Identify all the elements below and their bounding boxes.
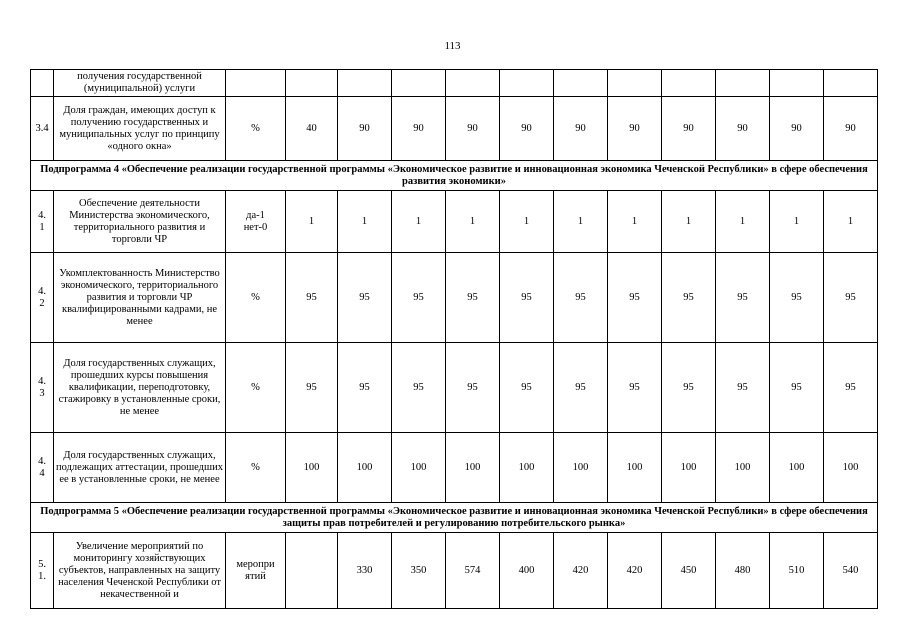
- value-cell: 330: [338, 533, 392, 609]
- value-cell: [608, 70, 662, 97]
- page-number: 113: [444, 40, 461, 52]
- value-cell: 95: [500, 253, 554, 343]
- value-cell: 95: [554, 253, 608, 343]
- indicator-name-cell: Увеличение мероприятий по мониторингу хозяйствующих субъектов, направленных на защиту населения Чеченской Республики от некачественной и: [54, 533, 226, 609]
- value-cell: [338, 70, 392, 97]
- value-cell: 90: [392, 97, 446, 161]
- unit-cell: %: [226, 253, 286, 343]
- value-cell: [286, 70, 338, 97]
- value-cell: 95: [770, 343, 824, 433]
- value-cell: 1: [338, 191, 392, 253]
- unit-cell: [226, 70, 286, 97]
- value-cell: 95: [446, 253, 500, 343]
- value-cell: 100: [824, 433, 878, 503]
- unit-cell: да-1 нет-0: [226, 191, 286, 253]
- indicator-name-cell: Доля государственных служащих, подлежащих аттестации, прошедших ее в установленные сроки, не менее: [54, 433, 226, 503]
- value-cell: 540: [824, 533, 878, 609]
- value-cell: 95: [608, 343, 662, 433]
- unit-cell: %: [226, 343, 286, 433]
- value-cell: 95: [608, 253, 662, 343]
- table-row: [31, 191, 878, 253]
- value-cell: 95: [338, 343, 392, 433]
- value-cell: 100: [338, 433, 392, 503]
- value-cell: 95: [824, 343, 878, 433]
- row-index-cell: 4. 4: [31, 433, 54, 503]
- value-cell: 100: [716, 433, 770, 503]
- value-cell: 100: [392, 433, 446, 503]
- unit-cell: меропри ятий: [226, 533, 286, 609]
- value-cell: 90: [608, 97, 662, 161]
- row-index-cell: [31, 70, 54, 97]
- value-cell: 1: [824, 191, 878, 253]
- value-cell: 90: [338, 97, 392, 161]
- subprogram-header-row: [31, 503, 878, 533]
- table-row: [31, 533, 878, 609]
- value-cell: 90: [770, 97, 824, 161]
- value-cell: 95: [338, 253, 392, 343]
- indicator-name-cell: получения государственной (муниципальной) услуги: [54, 70, 226, 97]
- value-cell: 1: [554, 191, 608, 253]
- row-index-cell: 5. 1.: [31, 533, 54, 609]
- value-cell: 574: [446, 533, 500, 609]
- value-cell: 95: [286, 343, 338, 433]
- unit-cell: %: [226, 433, 286, 503]
- value-cell: 100: [286, 433, 338, 503]
- value-cell: [392, 70, 446, 97]
- value-cell: 90: [446, 97, 500, 161]
- value-cell: 400: [500, 533, 554, 609]
- value-cell: 450: [662, 533, 716, 609]
- value-cell: 100: [608, 433, 662, 503]
- value-cell: 90: [824, 97, 878, 161]
- value-cell: [824, 70, 878, 97]
- value-cell: 95: [286, 253, 338, 343]
- value-cell: 90: [716, 97, 770, 161]
- value-cell: 95: [662, 253, 716, 343]
- value-cell: 1: [286, 191, 338, 253]
- value-cell: 90: [554, 97, 608, 161]
- value-cell: 1: [446, 191, 500, 253]
- table-row: [31, 97, 878, 161]
- subprogram-header-row: [31, 161, 878, 191]
- value-cell: 1: [716, 191, 770, 253]
- value-cell: 95: [500, 343, 554, 433]
- value-cell: [662, 70, 716, 97]
- value-cell: 100: [500, 433, 554, 503]
- indicator-name-cell: Укомплектованность Министерство экономического, территориального развития и торговли ЧР квалифицированными кадрами, не менее: [54, 253, 226, 343]
- value-cell: 90: [500, 97, 554, 161]
- value-cell: 1: [770, 191, 824, 253]
- value-cell: 1: [662, 191, 716, 253]
- value-cell: 95: [716, 253, 770, 343]
- value-cell: 100: [554, 433, 608, 503]
- value-cell: [554, 70, 608, 97]
- row-index-cell: 4. 2: [31, 253, 54, 343]
- value-cell: 420: [554, 533, 608, 609]
- table-row: [31, 433, 878, 503]
- value-cell: 95: [392, 343, 446, 433]
- value-cell: [716, 70, 770, 97]
- value-cell: [500, 70, 554, 97]
- indicator-name-cell: Доля государственных служащих, прошедших курсы повышения квалификации, переподготовку, стажировку в установленные сроки, не менее: [54, 343, 226, 433]
- value-cell: 95: [446, 343, 500, 433]
- table-row: [31, 70, 878, 97]
- row-index-cell: 3.4: [31, 97, 54, 161]
- value-cell: 350: [392, 533, 446, 609]
- value-cell: 1: [392, 191, 446, 253]
- indicator-name-cell: Доля граждан, имеющих доступ к получению государственных и муниципальных услуг по принципу «одного окна»: [54, 97, 226, 161]
- value-cell: 95: [392, 253, 446, 343]
- unit-cell: %: [226, 97, 286, 161]
- value-cell: 1: [608, 191, 662, 253]
- subprogram-title: Подпрограмма 5 «Обеспечение реализации государственной программы «Экономическое развитие и инновационная экономика Чеченской Республики» в сфере обеспечения защиты прав потребителей и регулированию потребительского рынка»: [31, 503, 878, 533]
- table-row: [31, 253, 878, 343]
- value-cell: 100: [770, 433, 824, 503]
- value-cell: 90: [662, 97, 716, 161]
- value-cell: 510: [770, 533, 824, 609]
- value-cell: 100: [662, 433, 716, 503]
- subprogram-title: Подпрограмма 4 «Обеспечение реализации государственной программы «Экономическое развитие и инновационная экономика Чеченской Республики» в сфере обеспечения развития экономики»: [31, 161, 878, 191]
- value-cell: 480: [716, 533, 770, 609]
- table-row: [31, 343, 878, 433]
- value-cell: 95: [824, 253, 878, 343]
- value-cell: [286, 533, 338, 609]
- value-cell: 95: [716, 343, 770, 433]
- value-cell: 95: [554, 343, 608, 433]
- value-cell: 95: [662, 343, 716, 433]
- indicators-table: [30, 69, 878, 609]
- value-cell: [770, 70, 824, 97]
- value-cell: 420: [608, 533, 662, 609]
- row-index-cell: 4. 1: [31, 191, 54, 253]
- value-cell: 40: [286, 97, 338, 161]
- indicator-name-cell: Обеспечение деятельности Министерства экономического, территориального развития и торговли ЧР: [54, 191, 226, 253]
- row-index-cell: 4. 3: [31, 343, 54, 433]
- value-cell: 1: [500, 191, 554, 253]
- value-cell: 100: [446, 433, 500, 503]
- value-cell: [446, 70, 500, 97]
- value-cell: 95: [770, 253, 824, 343]
